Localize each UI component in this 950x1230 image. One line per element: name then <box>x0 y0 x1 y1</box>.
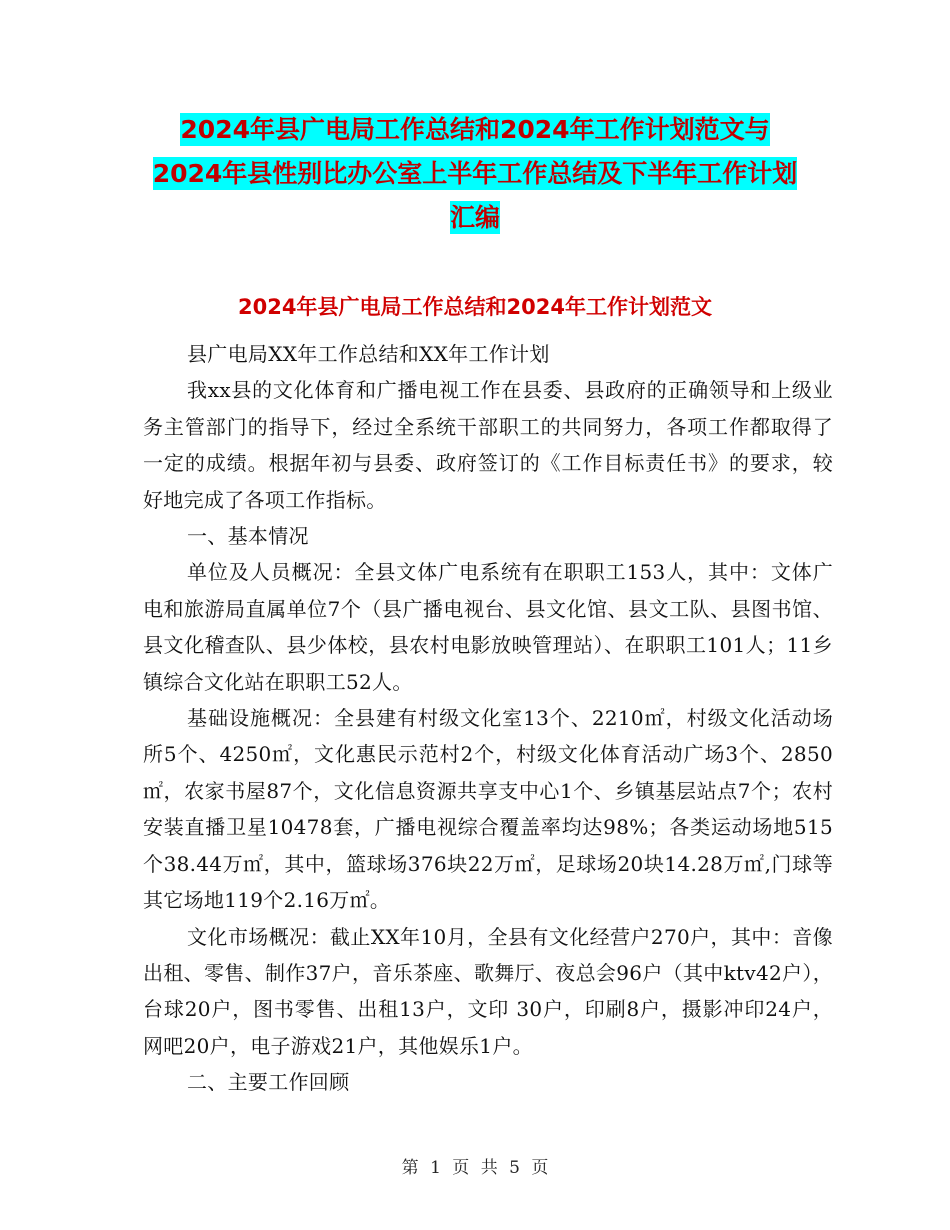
paragraph-staff: 单位及人员概况：全县文体广电系统有在职职工153人，其中：文体广电和旅游局直属单位7个（县广播电视台、县文化馆、县文工队、县图书馆、县文化稽查队、县少体校，县农村电影放映管理站）、在职职工101人；11乡镇综合文化站在职职工52人。 <box>143 560 833 694</box>
paragraph-market: 文化市场概况：截止XX年10月，全县有文化经营户270户，其中：音像出租、零售、制作37户，音乐茶座、歌舞厅、夜总会96户（其中ktv42户），台球20户，图书零售、出租13户，文印 30户，印刷8户，摄影冲印24户，网吧20户，电子游戏21户，其他娱乐1户。 <box>143 924 833 1058</box>
document-body <box>143 336 833 1101</box>
title-line-2: 2024年县性别比办公室上半年工作总结及下半年工作计划 <box>152 159 798 188</box>
document-title <box>140 108 810 240</box>
section-title: 2024年县广电局工作总结和2024年工作计划范文 <box>238 295 712 319</box>
section-heading-basic: 一、基本情况 <box>187 524 309 549</box>
paragraph-infrastructure: 基础设施概况：全县建有村级文化室13个、2210㎡，村级文化活动场所5个、4250㎡，文化惠民示范村2个，村级文化体育活动广场3个、2850㎡，农家书屋87个，文化信息资源共享支中心1个、乡镇基层站点7个；农村安装直播卫星10478套，广播电视综合覆盖率均达98%；各类运动场地515个38.44万㎡，其中，篮球场376块22万㎡，足球场20块14.28万㎡,门球等其它场地119个2.16万㎡。 <box>143 706 833 913</box>
section-heading-review: 二、主要工作回顾 <box>187 1070 350 1095</box>
paragraph-heading: 县广电局XX年工作总结和XX年工作计划 <box>187 342 550 366</box>
paragraph-intro: 我xx县的文化体育和广播电视工作在县委、县政府的正确领导和上级业务主管部门的指导下，经过全系统干部职工的共同努力，各项工作都取得了一定的成绩。根据年初与县委、政府签订的《工作目标责任书》的要求，较好地完成了各项工作指标。 <box>143 378 833 512</box>
title-line-1: 2024年县广电局工作总结和2024年工作计划范文与 <box>180 115 770 144</box>
title-line-3: 汇编 <box>449 203 500 232</box>
page-footer: 第 1 页 共 5 页 <box>401 1158 549 1178</box>
